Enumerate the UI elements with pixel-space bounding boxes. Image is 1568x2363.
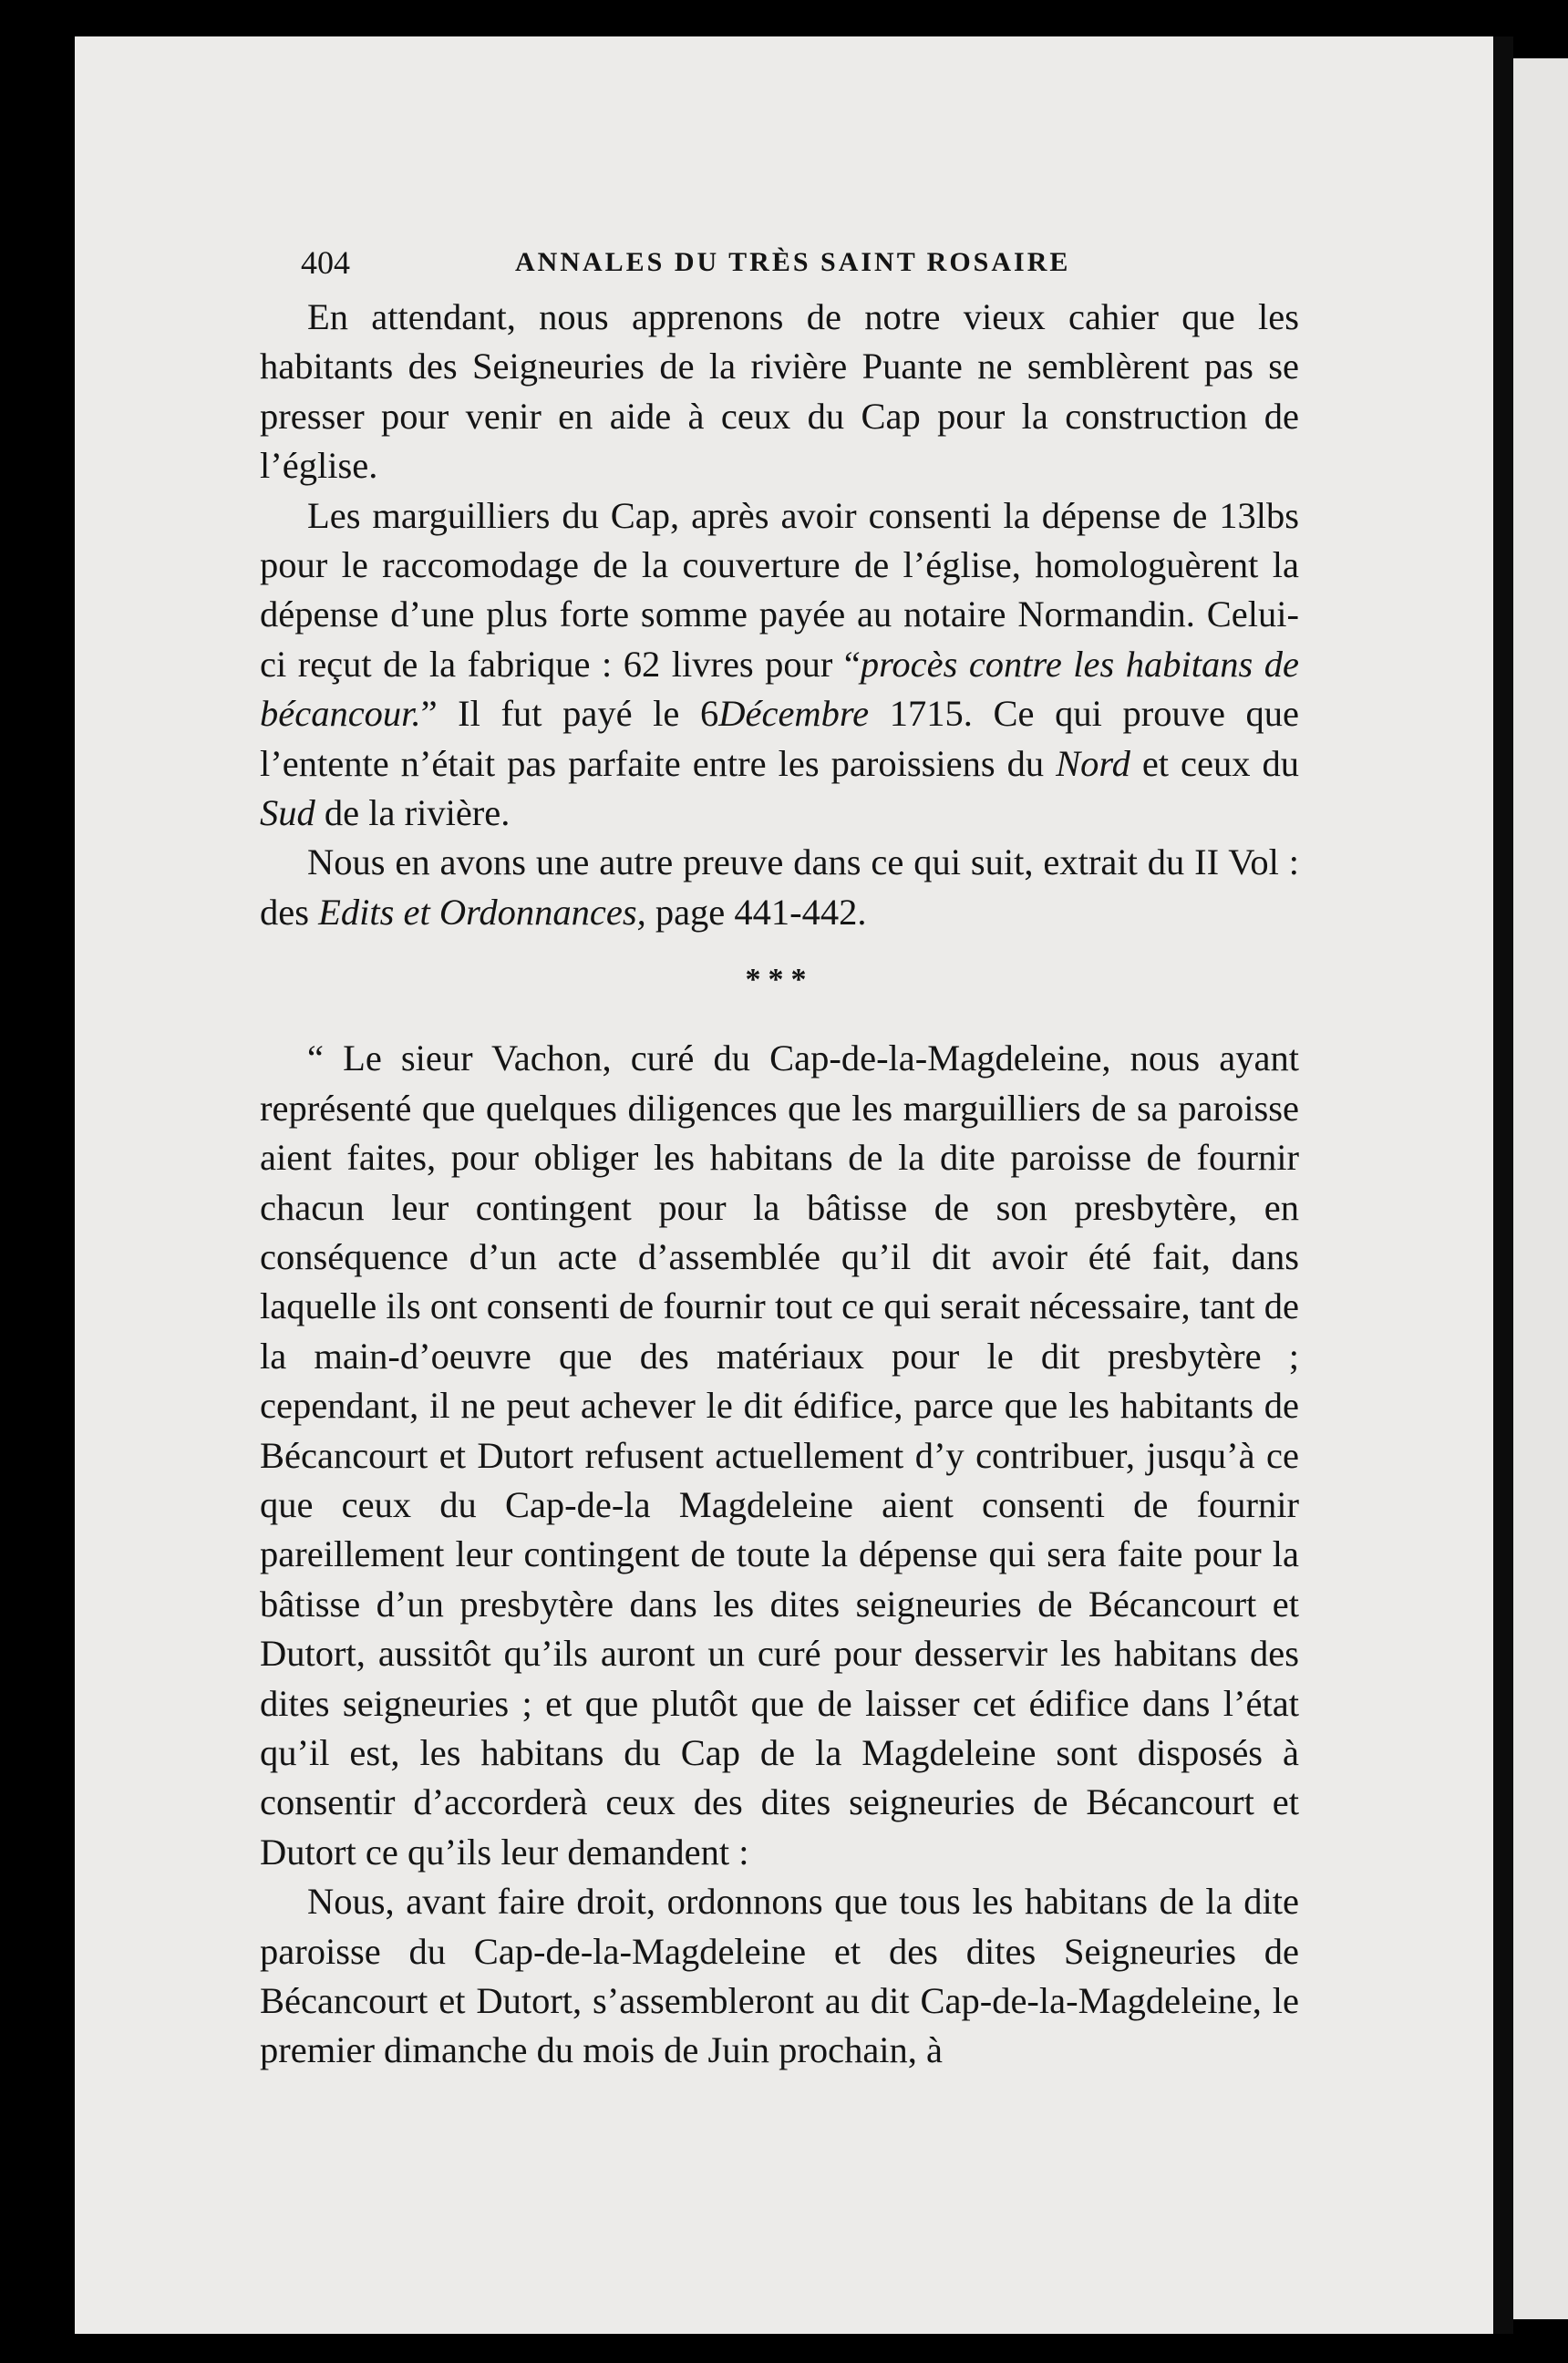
page-number: 404 (301, 244, 350, 281)
running-header (260, 232, 1299, 293)
text-run: page 441-442. (645, 891, 867, 933)
body-paragraph (260, 491, 1299, 839)
section-separator: *** (745, 963, 814, 997)
text-run: 1715. Ce qui prouve que l’entente n’était pas parfaite entre les paroissiens du (260, 693, 1300, 784)
body-paragraph (260, 838, 1299, 937)
text-run: En attendant, nous apprenons de notre vieux cahier que les habitants des Seigneuries de la rivière Puante ne semblèrent pas se presser pour venir en aide à ceux du Cap pour la construction de l’église. (260, 296, 1299, 487)
running-title: ANNALES DU TRÈS SAINT ROSAIRE (515, 247, 1071, 277)
italic-run: procès contre les habitans de bécancour. (260, 643, 1299, 735)
quoted-ordinance-paragraph (260, 1034, 1299, 1877)
italic-run: Décembre (718, 693, 870, 735)
page-text-block (260, 232, 1299, 2076)
book-gutter (1493, 36, 1513, 2334)
text-run: Nous en avons une autre preuve dans ce qui suit, extrait du II Vol : des (260, 841, 1299, 933)
text-run: Les marguilliers du Cap, après avoir consenti la dépense de 13lbs pour le raccomodage de la couverture de l’église, homologuèrent la dépense d’une plus forte somme payée au notaire Normandin. Celui-ci reçut de la fabrique : 62 livres pour “ (260, 494, 1299, 685)
text-run: et ceux du (1130, 742, 1299, 784)
italic-run: Edits et Ordonnances, (318, 891, 646, 933)
text-run: “ Le sieur Vachon, curé du Cap-de-la-Magdeleine, nous ayant représenté que quelques diligences que les marguilliers de sa paroisse aient faites, pour obliger les habitans de la dite paroisse de fournir chacun leur contingent pour la bâtisse de son presbytère, en conséquence d’un acte d’assemblée qu’il dit avoir été fait, dans laquelle ils ont consenti de fournir tout ce qui serait nécessaire, tant de la main-d’oeuvre que des matériaux pour le dit presbytère ; cependant, il ne peut achever le dit édifice, parce que les habitants de Bécancourt et Dutort refusent actuellement d’y contribuer, jusqu’à ce que ceux du Cap-de-la Magdeleine aient consenti de fournir pareillement leur contingent de toute la dépense qui sera faite pour la bâtisse d’un presbytère dans les dites seigneuries de Bécancourt et Dutort, aussitôt qu’ils auront un curé pour desservir les habitans des dites seigneuries ; et que plutôt que de laisser cet édifice dans l’état qu’il est, les habitans du Cap de la Magdeleine sont disposés à consentir d’accorderà ceux des dites seigneuries de Bécancourt et Dutort ce qu’ils leur demandent : (260, 1037, 1299, 1873)
italic-run: Sud (260, 792, 315, 834)
adjacent-page-edge (1513, 58, 1568, 2319)
italic-run: Nord (1056, 742, 1130, 784)
text-run: de la rivière. (315, 792, 511, 834)
body-paragraph (260, 293, 1299, 491)
text-run: Nous, avant faire droit, ordonnons que tous les habitans de la dite paroisse du Cap-de-la-Magdeleine et des dites Seigneuries de Bécancourt et Dutort, s’assembleront au dit Cap-de-la-Magdeleine, le premier dimanche du mois de Juin prochain, à (260, 1881, 1299, 2071)
quoted-ordinance-paragraph (260, 1877, 1299, 2076)
text-run: ” Il fut payé le 6 (420, 693, 719, 735)
